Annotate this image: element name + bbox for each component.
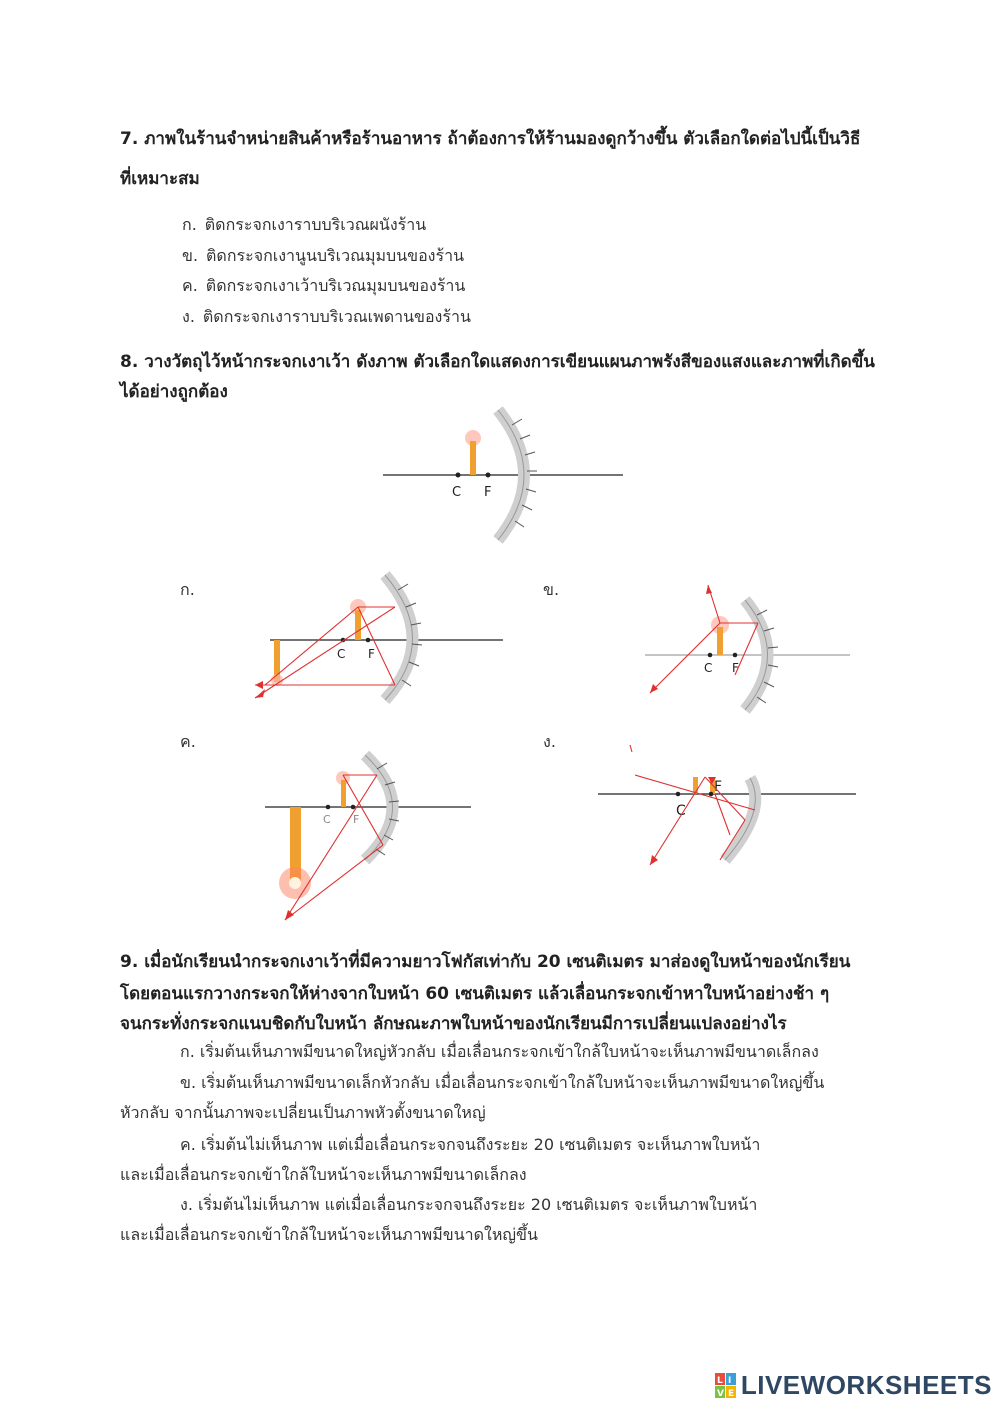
q7-option-c[interactable] [182,274,465,299]
choice-a-diagram[interactable] [245,570,510,705]
q9-option-b[interactable] [120,1068,880,1128]
q7-option-b[interactable] [182,244,464,269]
label-c: C [452,485,462,500]
option-text-continued: และเมื่อเลื่อนกระจกเข้าใกล้ใบหน้าจะเห็นภาพมีขนาดเล็กลง [120,1165,527,1184]
question-8-line-2: ได้อย่างถูกต้อง [120,382,228,402]
liveworksheets-wordmark: LIVEWORKSHEETS [740,1370,992,1400]
option-label: ง. [180,1195,193,1214]
liveworksheets-brand [715,1370,992,1401]
svg-text:F: F [714,779,723,795]
candle-object [470,441,476,475]
svg-text:I: I [727,1375,732,1386]
question-7-line-2: ที่เหมาะสม [120,169,200,189]
option-text: ติดกระจกเงาเว้าบริเวณมุมบนของร้าน [205,276,466,295]
svg-text:F: F [353,813,360,826]
option-label: ข. [182,246,199,265]
point-c [456,473,461,478]
option-text-continued: และเมื่อเลื่อนกระจกเข้าใกล้ใบหน้าจะเห็นภาพมีขนาดใหญ่ขึ้น [120,1225,538,1244]
q9-option-c[interactable] [120,1130,880,1190]
svg-text:L: L [716,1375,723,1386]
liveworksheets-logo-icon [715,1373,737,1399]
option-label: ค. [182,276,198,295]
option-text: ติดกระจกเงาราบบริเวณผนังร้าน [204,215,427,234]
option-text: เริ่มต้นเห็นภาพมีขนาดใหญ่หัวกลับ เมื่อเลื่อนกระจกเข้าใกล้ใบหน้าจะเห็นภาพมีขนาดเล็กลง [199,1042,819,1061]
svg-text:F: F [368,647,375,661]
q8-choice-d-label[interactable]: ง. [543,732,556,751]
svg-text:C: C [337,647,346,661]
question-9-line-2: โดยตอนแรกวางกระจกให้ห่างจากใบหน้า 60 เซนติเมตร แล้วเลื่อนกระจกเข้าหาใบหน้าอย่างช้า ๆ [120,984,830,1004]
option-label: ก. [180,1042,195,1061]
option-text: เริ่มต้นไม่เห็นภาพ แต่เมื่อเลื่อนกระจกจนถึงระยะ 20 เซนติเมตร จะเห็นภาพใบหน้า [198,1195,758,1214]
option-text: ติดกระจกเงาราบบริเวณเพดานของร้าน [202,307,471,326]
q9-option-d[interactable] [120,1190,880,1250]
q7-option-d[interactable] [182,305,471,330]
option-text: เริ่มต้นเห็นภาพมีขนาดเล็กหัวกลับ เมื่อเลื่อนกระจกเข้าใกล้ใบหน้าจะเห็นภาพมีขนาดใหญ่ขึ้น [201,1073,825,1092]
choice-b-diagram[interactable] [640,575,855,715]
question-9-line-3: จนกระทั่งกระจกแนบชิดกับใบหน้า ลักษณะภาพใบหน้าของนักเรียนมีการเปลี่ยนแปลงอย่างไร [120,1014,787,1034]
option-text-continued: หัวกลับ จากนั้นภาพจะเปลี่ยนเป็นภาพหัวตั้งขนาดใหญ่ [120,1103,486,1122]
q8-choice-b-label[interactable]: ข. [543,580,560,599]
q8-choice-a-label[interactable]: ก. [180,580,195,599]
option-label: ค. [180,1135,196,1154]
question-9-line-1: 9. เมื่อนักเรียนนำกระจกเงาเว้าที่มีความยาวโฟกัสเท่ากับ 20 เซนติเมตร มาส่องดูใบหน้าของนักเรียน [120,952,851,972]
option-label: ง. [182,307,195,326]
svg-text:C: C [676,803,686,819]
q9-option-a[interactable] [120,1037,880,1067]
q7-option-a[interactable] [182,213,426,238]
question-7-line-1: 7. ภาพในร้านจำหน่ายสินค้าหรือร้านอาหาร ถ้าต้องการให้ร้านมองดูกว้างขึ้น ตัวเลือกใดต่อไปนี้เป็นวิธี [120,129,861,149]
q8-choice-c-label[interactable]: ค. [180,732,196,751]
option-text: ติดกระจกเงานูนบริเวณมุมบนของร้าน [206,246,464,265]
svg-text:F: F [732,661,739,675]
choice-d-diagram[interactable] [590,740,865,875]
main-mirror-diagram [375,405,635,550]
label-f: F [484,485,492,500]
svg-text:V: V [716,1388,724,1399]
point-f [486,473,491,478]
choice-c-diagram[interactable] [255,745,480,925]
svg-text:C: C [704,661,713,675]
option-label: ข. [180,1073,197,1092]
option-text: เริ่มต้นไม่เห็นภาพ แต่เมื่อเลื่อนกระจกจนถึงระยะ 20 เซนติเมตร จะเห็นภาพใบหน้า [200,1135,761,1154]
question-8-line-1: 8. วางวัตถุไว้หน้ากระจกเงาเว้า ดังภาพ ตัวเลือกใดแสดงการเขียนแผนภาพรังสีของแสงและภาพที่เกิดขึ้น [120,352,875,372]
svg-text:C: C [323,813,331,826]
option-label: ก. [182,215,197,234]
svg-text:E: E [727,1388,735,1399]
